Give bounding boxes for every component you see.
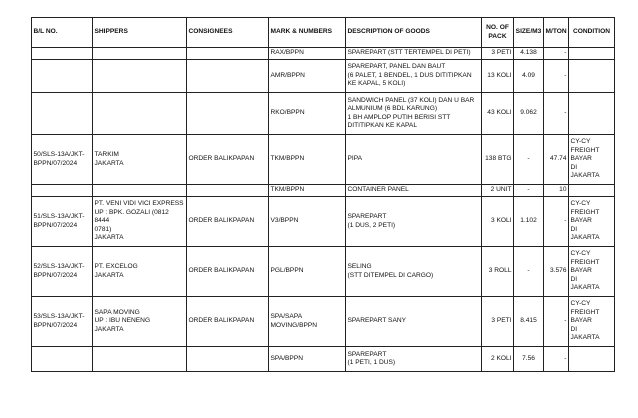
cell-size-m3: 9.062 (514, 93, 544, 135)
cell-consignee (187, 93, 269, 135)
cell-size-m3: - (514, 185, 544, 197)
cell-bl-no (32, 93, 93, 135)
cell-condition (569, 93, 615, 135)
cell-shipper: PT. EXCELOG JAKARTA (93, 247, 187, 297)
cell-m-ton: - (544, 48, 569, 60)
cell-bl-no (32, 60, 93, 93)
cell-no-of-pack: 3 KOLI (482, 197, 514, 247)
cell-mark-numbers: TKM/BPPN (269, 135, 346, 185)
cell-m-ton: - (544, 347, 569, 372)
cell-bl-no: 52/SLS-13A/JKT- BPPN/07/2024 (32, 247, 93, 297)
cell-no-of-pack: 2 UNIT (482, 185, 514, 197)
cell-description: SELING (STT DITEMPEL DI CARGO) (346, 247, 482, 297)
cell-mark-numbers: SPA/BPPN (269, 347, 346, 372)
cell-consignee: ORDER BALIKPAPAN (187, 297, 269, 347)
cell-condition (569, 60, 615, 93)
cell-condition: CY-CY FREIGHT BAYAR DI JAKARTA (569, 247, 615, 297)
header-consignees: CONSIGNEES (187, 18, 269, 48)
cell-shipper: SAPA MOVING UP : IBU NENENG JAKARTA (93, 297, 187, 347)
cell-no-of-pack: 2 KOLI (482, 347, 514, 372)
cell-bl-no (32, 48, 93, 60)
cell-shipper (93, 93, 187, 135)
cell-m-ton: - (544, 297, 569, 347)
cell-consignee (187, 60, 269, 93)
cell-no-of-pack: 13 KOLI (482, 60, 514, 93)
cell-condition: CY-CY FREIGHT BAYAR DI JAKARTA (569, 297, 615, 347)
cell-condition (569, 48, 615, 60)
header-m-ton: M/TON (544, 18, 569, 48)
header-mark-numbers: MARK & NUMBERS (269, 18, 346, 48)
cell-m-ton: - (544, 93, 569, 135)
header-row (32, 18, 615, 48)
cell-no-of-pack: 3 ROLL (482, 247, 514, 297)
cell-description: SPAREPART, PANEL DAN BAUT (6 PALET, 1 BENDEL, 1 DUS DITITIPKAN KE KAPAL, 5 KOLI) (346, 60, 482, 93)
cell-bl-no: 50/SLS-13A/JKT- BPPN/07/2024 (32, 135, 93, 185)
table-row (32, 135, 615, 185)
cell-mark-numbers: SPA/SAPA MOVING/BPPN (269, 297, 346, 347)
header-size-m3: SIZE/M3 (514, 18, 544, 48)
cell-mark-numbers: TKM/BPPN (269, 185, 346, 197)
header-description: DESCRIPTION OF GOODS (346, 18, 482, 48)
cell-bl-no: 51/SLS-13A/JKT- BPPN/07/2024 (32, 197, 93, 247)
cell-shipper: PT. VENI VIDI VICI EXPRESS UP : BPK. GOZALI (0812 8444 0781) JAKARTA (93, 197, 187, 247)
table-row (32, 185, 615, 197)
cargo-manifest-table (31, 17, 615, 372)
cell-m-ton: 3.576 (544, 247, 569, 297)
cell-description: SPAREPART (STT TERTEMPEL DI PETI) (346, 48, 482, 60)
cell-description: PIPA (346, 135, 482, 185)
cell-no-of-pack: 43 KOLI (482, 93, 514, 135)
cell-mark-numbers: V3/BPPN (269, 197, 346, 247)
cell-bl-no (32, 347, 93, 372)
cell-m-ton: - (544, 197, 569, 247)
cell-m-ton: - (544, 60, 569, 93)
cell-size-m3: 8.415 (514, 297, 544, 347)
header-shippers: SHIPPERS (93, 18, 187, 48)
cell-description: SPAREPART (1 DUS, 2 PETI) (346, 197, 482, 247)
cell-condition (569, 347, 615, 372)
cell-mark-numbers: AMR/BPPN (269, 60, 346, 93)
cell-shipper (93, 60, 187, 93)
cell-description: SPAREPART (1 PETI, 1 DUS) (346, 347, 482, 372)
table-row (32, 347, 615, 372)
header-no-of-pack: NO. OF PACK (482, 18, 514, 48)
header-condition: CONDITION (569, 18, 615, 48)
cell-consignee (187, 347, 269, 372)
cell-no-of-pack: 3 PETI (482, 297, 514, 347)
cell-shipper (93, 347, 187, 372)
cell-consignee: ORDER BALIKPAPAN (187, 197, 269, 247)
cell-no-of-pack: 3 PETI (482, 48, 514, 60)
cell-bl-no (32, 185, 93, 197)
cell-consignee: ORDER BALIKPAPAN (187, 135, 269, 185)
cell-size-m3: 7.56 (514, 347, 544, 372)
cell-shipper (93, 185, 187, 197)
cell-m-ton: 47.74 (544, 135, 569, 185)
cell-size-m3: 4.09 (514, 60, 544, 93)
cell-consignee (187, 48, 269, 60)
cell-condition (569, 185, 615, 197)
cell-description: SPAREPART SANY (346, 297, 482, 347)
cell-mark-numbers: RKO/BPPN (269, 93, 346, 135)
cell-no-of-pack: 138 BTG (482, 135, 514, 185)
cell-condition: CY-CY FREIGHT BAYAR DI JAKARTA (569, 135, 615, 185)
table-row (32, 247, 615, 297)
header-bl-no: B/L NO. (32, 18, 93, 48)
cell-size-m3: 1.102 (514, 197, 544, 247)
cell-consignee: ORDER BALIKPAPAN (187, 247, 269, 297)
cell-size-m3: - (514, 135, 544, 185)
cell-description: CONTAINER PANEL (346, 185, 482, 197)
table-row (32, 48, 615, 60)
cell-consignee (187, 185, 269, 197)
cell-m-ton: 10 (544, 185, 569, 197)
cell-mark-numbers: PGL/BPPN (269, 247, 346, 297)
table-row (32, 60, 615, 93)
cell-size-m3: - (514, 247, 544, 297)
cell-size-m3: 4.138 (514, 48, 544, 60)
cell-description: SANDWICH PANEL (37 KOLI) DAN U BAR ALMUNIUM (6 BDL KARUNG) 1 BH AMPLOP PUTIH BERISI STT DITITIPKAN KE KAPAL (346, 93, 482, 135)
cell-bl-no: 53/SLS-13A/JKT- BPPN/07/2024 (32, 297, 93, 347)
table-row (32, 297, 615, 347)
table-row (32, 197, 615, 247)
table-row (32, 93, 615, 135)
cell-shipper: TARKIM JAKARTA (93, 135, 187, 185)
cell-condition: CY-CY FREIGHT BAYAR DI JAKARTA (569, 197, 615, 247)
cell-mark-numbers: RAX/BPPN (269, 48, 346, 60)
cell-shipper (93, 48, 187, 60)
